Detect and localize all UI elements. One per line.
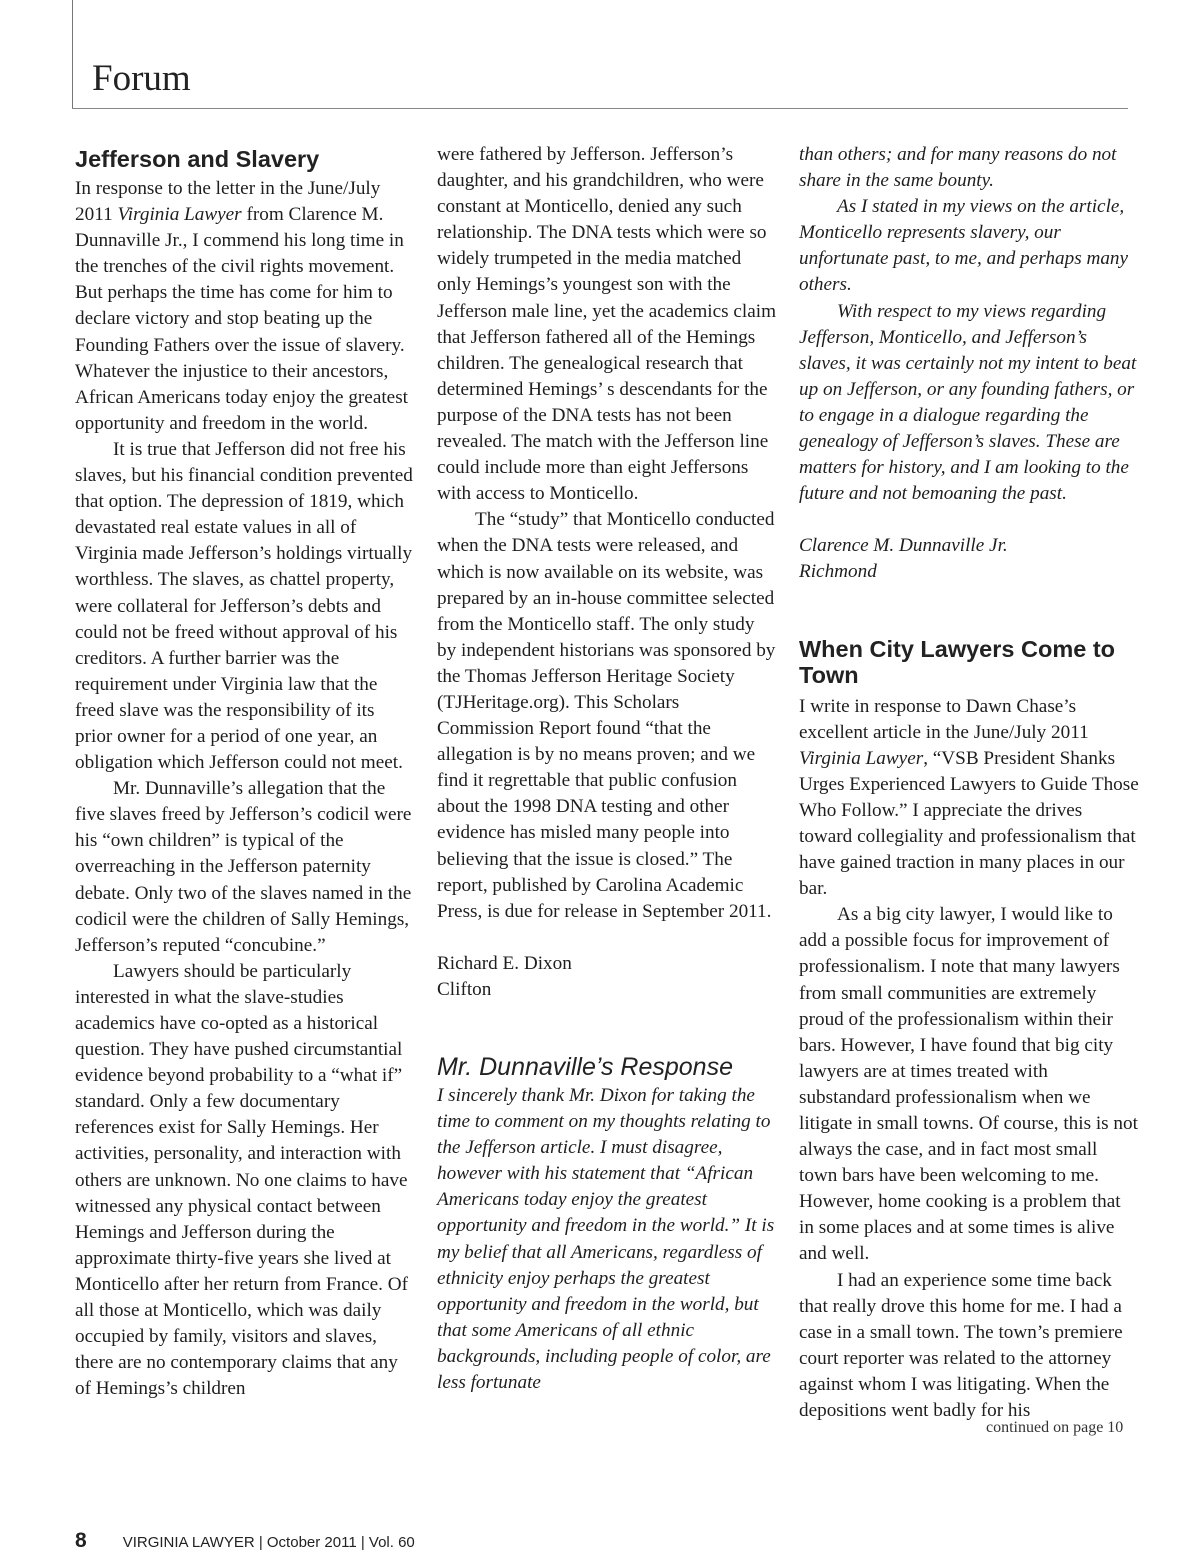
article-paragraph: Mr. Dunnaville’s allegation that the five slaves freed by Jefferson’s codicil were his “own children” is typical of the overreaching in the Jefferson paternity debate. Only two of the slaves named in the codicil were the children of Sally Hemings, Jefferson’s reputed “concubine.”: [75, 778, 412, 956]
article-paragraph: The “study” that Monticello conducted when the DNA tests were released, and which is now available on its website, was prepared by an in-house committee selected from the Monticello staff. The only study by independent historians was sponsored by the Thomas Jefferson Heritage Society (TJHeritage.org). This Scholars Commission Report found “that the allegation is by no means proven; and we find it regrettable that public confusion about the 1998 DNA testing and other evidence has misled many people into believing that the issue is closed.” The report, published by Carolina Academic Press, is due for release in September 2011.: [437, 509, 776, 922]
article-paragraph: As a big city lawyer, I would like to add a possible focus for improvement of professionalism. I note that many lawyers from small communities are extremely proud of the professionalism within their bars. However, I have found that big city lawyers are at times treated with substandard professionalism when we litigate in small towns. Of course, this is not always the case, and in fact most small town bars have been welcoming to me. However, home cooking is a problem that in some places and at some times is alive and well.: [799, 904, 1138, 1265]
column-2: [437, 142, 777, 1396]
article-heading-jefferson-slavery: Jefferson and Slavery: [75, 146, 320, 172]
column-3: [799, 142, 1139, 1424]
publication-title: Virginia Lawyer: [799, 747, 924, 769]
response-author-location: Richmond: [799, 561, 877, 583]
page-number: 8: [75, 1529, 87, 1552]
response-heading: Mr. Dunnaville’s Response: [437, 1053, 733, 1081]
response-paragraph: With respect to my views regarding Jefferson, Monticello, and Jefferson’s slaves, it was certainly not my intent to beat up on Jefferson, or any founding fathers, or to engage in a dialogue regarding the genealogy of Jefferson’s slaves. These are matters for history, and I am looking to the future and not bemoaning the past.: [799, 300, 1137, 505]
article-paragraph: It is true that Jefferson did not free his slaves, but his financial condition prevented that option. The depression of 1819, which devastated real estate values in all of Virginia made Jefferson’s holdings virtually worthless. The slaves, as chattel property, were collateral for Jefferson’s debts and could not be freed without approval of his creditors. A further barrier was the requirement under Virginia law that the freed slave was the responsibility of its prior owner for a period of one year, an obligation which Jefferson could not meet.: [75, 438, 413, 774]
header-vertical-rule: [72, 0, 73, 108]
article-paragraph: were fathered by Jefferson. Jefferson’s daughter, and his grandchildren, who were constant at Monticello, denied any such relationship. The DNA tests which were so widely trumpeted in the media matched only Hemings’s youngest son with the Jefferson male line, yet the academics claim that Jefferson fathered all of the Hemings children. The genealogical research that determined Hemings’ s descendants for the purpose of the DNA tests has not been revealed. The match with the Jefferson line could include more than eight Jeffersons with access to Monticello.: [437, 144, 777, 505]
response-paragraph: than others; and for many reasons do not share in the same bounty.: [799, 144, 1117, 192]
response-author-name: Clarence M. Dunnaville Jr.: [799, 535, 1008, 557]
response-paragraph: As I stated in my views on the article, Monticello represents slavery, our unfortunate past, to me, and perhaps many others.: [799, 196, 1129, 296]
article-paragraph: I write in response to Dawn Chase’s excellent article in the June/July 2011 Virginia Lawyer, “VSB President Shanks Urges Experienced Lawyers to Guide Those Who Follow.” I appreciate the drives toward collegiality and professionalism that have gained traction in many places in our bar.: [799, 695, 1139, 900]
continued-note: continued on page 10: [986, 1419, 1124, 1436]
column-1: [75, 142, 415, 1402]
header-horizontal-rule: [72, 108, 1128, 109]
publication-title: Virginia Lawyer: [117, 204, 242, 226]
publication-info: VIRGINIA LAWYER | October 2011 | Vol. 60: [122, 1534, 415, 1551]
section-title: Forum: [92, 58, 191, 99]
response-continued: [799, 142, 1139, 586]
response-paragraph: I sincerely thank Mr. Dixon for taking the time to comment on my thoughts relating to the Jefferson article. I must disagree, however with his statement that “African Americans today enjoy the greatest opportunity and freedom in the world.” It is my belief that all Americans, regardless of ethnicity enjoy perhaps the greatest opportunity and freedom in the world, but that some Americans of all ethnic backgrounds, including people of color, are less fortunate: [437, 1085, 775, 1394]
author-name: Richard E. Dixon: [437, 952, 572, 974]
article-heading-city-lawyers: When City Lawyers Come to Town: [799, 635, 1115, 688]
article-paragraph: I had an experience some time back that really drove this home for me. I had a case in a small town. The town’s premiere court reporter was related to the attorney against whom I was litigating. When the depositions went badly for his: [799, 1269, 1123, 1422]
article-paragraph: In response to the letter in the June/July 2011 Virginia Lawyer from Clarence M. Dunnaville Jr., I commend his long time in the trenches of the civil rights movement. But perhaps the time has come for him to declare victory and stop beating up the Founding Fathers over the issue of slavery. Whatever the injustice to their ancestors, African Americans today enjoy the greatest opportunity and freedom in the world.: [75, 178, 408, 434]
article-paragraph: Lawyers should be particularly interested in what the slave-studies academics have co-opted as a historical question. They have pushed circumstantial evidence beyond probability to a “what if” standard. Only a few documentary references exist for Sally Hemings. Her activities, personality, and interaction with others are unknown. No one claims to have witnessed any physical contact between Hemings and Jefferson during the approximate thirty-five years she lived at Monticello after her return from France. Of all those at Monticello, which was daily occupied by family, visitors and slaves, there are no contemporary claims that any of Hemings’s children: [75, 960, 408, 1400]
page-footer: [75, 1528, 415, 1554]
author-location: Clifton: [437, 978, 492, 1000]
